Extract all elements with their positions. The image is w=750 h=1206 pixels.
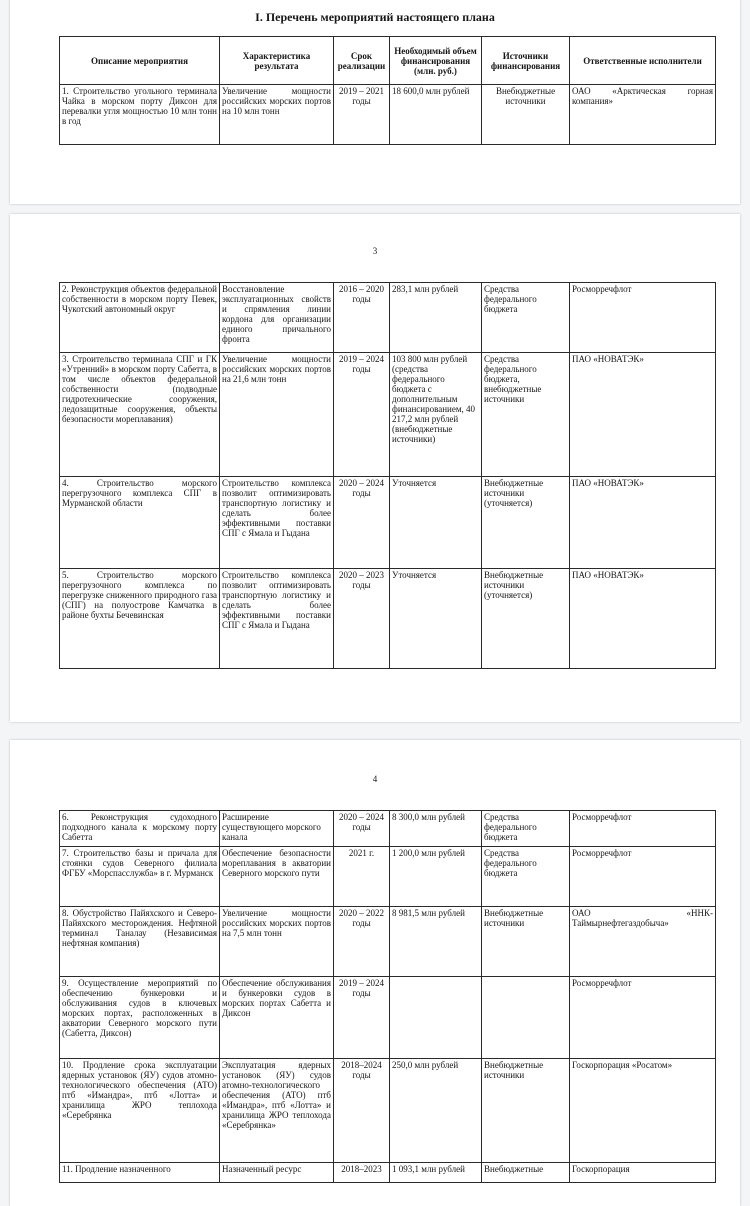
row-amount: 1 093,1 млн рублей — [390, 1163, 482, 1183]
row-source: Внебюджетные — [482, 1163, 570, 1183]
document-page-1 — [10, 0, 740, 204]
row-description: 8. Обустройство Пайяхского и Северо-Пайяхского месторождения. Нефтяной терминал Таналау (Независимая нефтяная компания) — [60, 907, 220, 977]
row-executor: Росморречфлот — [570, 847, 716, 907]
row-term: 2020 – 2023 годы — [334, 569, 390, 669]
row-result: Строительство комплекса позволит оптимизировать транспортную логистику и сделать более эффективными поставки СПГ с Ямала и Гыдана — [220, 569, 334, 669]
row-description: 4. Строительство морского перегрузочного комплекса СПГ в Мурманской области — [60, 477, 220, 569]
row-term: 2020 – 2024 годы — [334, 811, 390, 847]
header-amount: Необходимый объем финансирования (млн. руб.) — [390, 37, 482, 85]
row-result: Эксплуатация ядерных установок (ЯУ) судов атомно-технологического обеспечения (АТО) птб «Имандра», птб «Лотта» и хранилища ЖРО теплохода «Серебрянка» — [220, 1059, 334, 1163]
row-result: Строительство комплекса позволит оптимизировать транспортную логистику и сделать более эффективными поставки СПГ с Ямала и Гыдана — [220, 477, 334, 569]
table-row — [60, 569, 716, 669]
row-result: Обеспечение безопасности мореплавания в акватории Северного морского пути — [220, 847, 334, 907]
row-term: 2020 – 2024 годы — [334, 477, 390, 569]
row-result: Расширение существующего морского канала — [220, 811, 334, 847]
row-source: Внебюджетные источники — [482, 907, 570, 977]
row-executor: ПАО «НОВАТЭК» — [570, 477, 716, 569]
row-result: Назначенный ресурс — [220, 1163, 334, 1183]
row-description: 10. Продление срока эксплуатации ядерных установок (ЯУ) судов атомно-технологического обеспечения (АТО) птб «Имандра», птб «Лотта» и хранилища ЖРО теплохода «Серебрянка — [60, 1059, 220, 1163]
row-amount: 8 981,5 млн рублей — [390, 907, 482, 977]
row-description: 9. Осуществление мероприятий по обеспечению бункеровки и обслуживания судов в ключевых морских портах, расположенных в акватории Северного морского пути (Сабетта, Диксон) — [60, 977, 220, 1059]
row-source: Внебюджетные источники — [482, 1059, 570, 1163]
row-amount: 8 300,0 млн рублей — [390, 811, 482, 847]
row-description: 3. Строительство терминала СПГ и ГК «Утренний» в морском порту Сабетта, в том числе объектов федеральной собственности (подводные гидротехнические сооружения, ледозащитные сооружения, объекты безопасности мореплавания) — [60, 353, 220, 477]
row-description: 5. Строительство морского перегрузочного комплекса по перегрузке сниженного природного газа (СПГ) на полуострове Камчатка в районе бухты Бечевинская — [60, 569, 220, 669]
page-number: 4 — [372, 774, 378, 784]
row-amount: 1 200,0 млн рублей — [390, 847, 482, 907]
table-row — [60, 85, 716, 145]
row-description: 6. Реконструкция судоходного подходного канала к морскому порту Сабетта — [60, 811, 220, 847]
row-amount: 283,1 млн рублей — [390, 283, 482, 353]
table-header-row — [60, 37, 716, 85]
row-executor: ПАО «НОВАТЭК» — [570, 353, 716, 477]
row-source — [482, 977, 570, 1059]
row-executor: ОАО «ННК-Таймырнефтегаздобыча» — [570, 907, 716, 977]
table-row — [60, 477, 716, 569]
row-amount: 250,0 млн рублей — [390, 1059, 482, 1163]
document-page-2 — [10, 214, 740, 722]
header-description: Описание мероприятия — [60, 37, 220, 85]
row-executor: ПАО «НОВАТЭК» — [570, 569, 716, 669]
row-executor: ОАО «Арктическая горная компания» — [570, 85, 716, 145]
row-result: Увеличение мощности российских морских портов на 21,6 млн тонн — [220, 353, 334, 477]
row-executor: Росморречфлот — [570, 283, 716, 353]
row-source: Средства федерального бюджета — [482, 283, 570, 353]
document-page-3 — [10, 740, 740, 1206]
row-amount — [390, 977, 482, 1059]
row-source: Средства федерального бюджета — [482, 811, 570, 847]
row-source: Средства федерального бюджета, внебюджетные источники — [482, 353, 570, 477]
row-term: 2019 – 2024 годы — [334, 977, 390, 1059]
row-result: Увеличение мощности российских морских портов на 10 млн тонн — [220, 85, 334, 145]
row-executor: Росморречфлот — [570, 977, 716, 1059]
row-amount: Уточняется — [390, 569, 482, 669]
row-term: 2018–2023 — [334, 1163, 390, 1183]
row-description: 11. Продление назначенного — [60, 1163, 220, 1183]
row-description: 1. Строительство угольного терминала Чайка в морском порту Диксон для перевалки угля мощностью 10 млн тонн в год — [60, 85, 220, 145]
row-term: 2019 – 2024 годы — [334, 353, 390, 477]
events-table-page-1 — [59, 36, 716, 145]
row-source: Внебюджетные источники — [482, 85, 570, 145]
row-result: Восстановление эксплуатационных свойств и спрямления линии кордона для организации единого причального фронта — [220, 283, 334, 353]
row-description: 7. Строительство базы и причала для стоянки судов Северного филиала ФГБУ «Морспасслужба» в г. Мурманск — [60, 847, 220, 907]
row-term: 2020 – 2022 годы — [334, 907, 390, 977]
row-amount: Уточняется — [390, 477, 482, 569]
table-row — [60, 811, 716, 847]
page-title: I. Перечень мероприятий настоящего плана — [255, 10, 495, 24]
row-amount: 103 800 млн рублей (средства федерального бюджета с дополнительным финансированием, 40 217,2 млн рублей (внебюджетные источники) — [390, 353, 482, 477]
row-source: Внебюджетные источники (уточняется) — [482, 569, 570, 669]
table-row — [60, 1059, 716, 1163]
table-row — [60, 847, 716, 907]
row-source: Средства федерального бюджета — [482, 847, 570, 907]
events-table-page-2 — [59, 282, 716, 669]
row-term: 2016 – 2020 годы — [334, 283, 390, 353]
table-row — [60, 907, 716, 977]
header-executor: Ответственные исполнители — [570, 37, 716, 85]
row-executor: Росморречфлот — [570, 811, 716, 847]
row-executor: Госкорпорация — [570, 1163, 716, 1183]
header-source: Источники финансирования — [482, 37, 570, 85]
row-term: 2019 – 2021 годы — [334, 85, 390, 145]
row-amount: 18 600,0 млн рублей — [390, 85, 482, 145]
table-row — [60, 977, 716, 1059]
events-table-page-3 — [59, 810, 716, 1183]
row-executor: Госкорпорация «Росатом» — [570, 1059, 716, 1163]
header-result: Характеристика результата — [220, 37, 334, 85]
row-description: 2. Реконструкция объектов федеральной собственности в морском порту Певек, Чукотский автономный округ — [60, 283, 220, 353]
table-row — [60, 283, 716, 353]
header-term: Срок реализации — [334, 37, 390, 85]
row-term: 2018–2024 годы — [334, 1059, 390, 1163]
row-result: Обеспечение обслуживания и бункеровки судов в морских портах Сабетта и Диксон — [220, 977, 334, 1059]
page-number: 3 — [372, 246, 378, 256]
row-source: Внебюджетные источники (уточняется) — [482, 477, 570, 569]
row-term: 2021 г. — [334, 847, 390, 907]
table-row — [60, 1163, 716, 1183]
row-result: Увеличение мощности российских морских портов на 7,5 млн тонн — [220, 907, 334, 977]
table-row — [60, 353, 716, 477]
